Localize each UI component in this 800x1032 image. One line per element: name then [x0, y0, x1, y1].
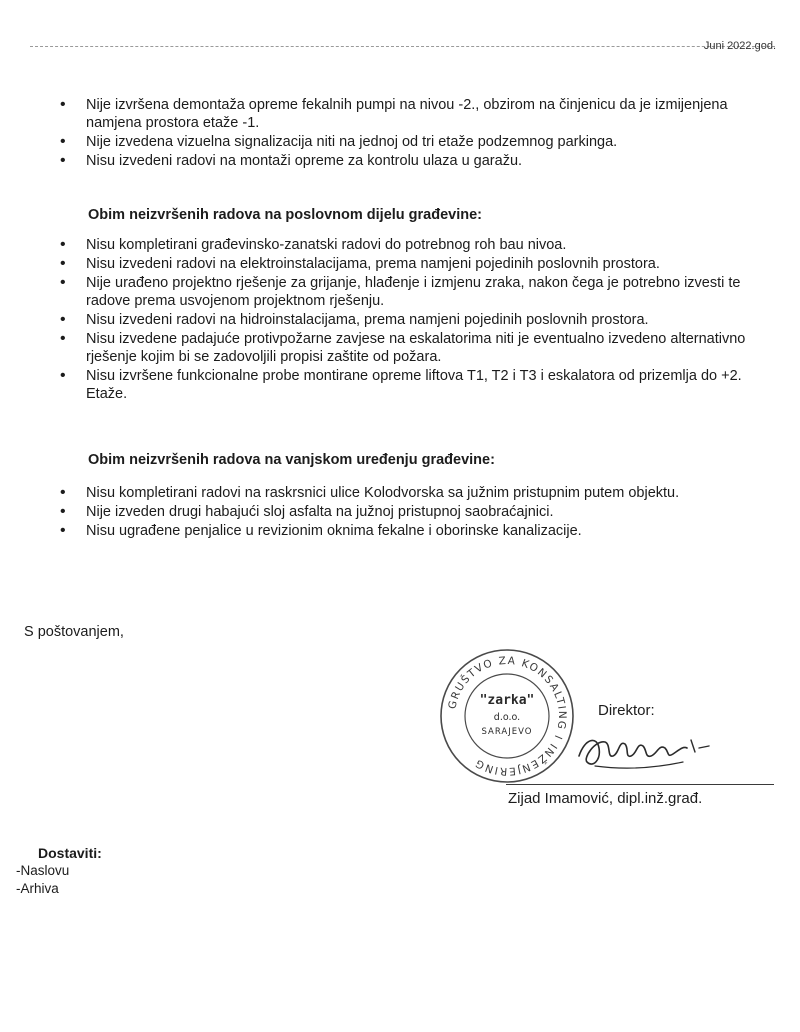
list-item: • Nisu izvedeni radovi na elektroinstalacijama, prema namjeni pojedinih poslovnih prostora. — [58, 255, 763, 273]
list-item: • Nisu izvedeni radovi na montaži opreme za kontrolu ulaza u garažu. — [58, 152, 763, 170]
stamp-ring-text: GRUŠTVO ZA KONSALTING I INŽENJERING — [446, 654, 569, 778]
exterior-section-heading: Obim neizvršenih radova na vanjskom uređenju građevine: — [88, 452, 495, 468]
exterior-section — [58, 484, 763, 541]
director-label: Direktor: — [598, 702, 655, 719]
distribution-list — [16, 862, 69, 898]
stamp-company-form: d.o.o. — [493, 712, 521, 723]
closing-regards: S poštovanjem, — [24, 624, 124, 640]
signature-line — [506, 784, 774, 785]
intro-list — [58, 96, 763, 170]
list-item: • Nije izveden drugi habajući sloj asfalta na južnoj pristupnoj saobraćajnici. — [58, 503, 763, 521]
stamp-city: SARAJEVO — [481, 727, 533, 737]
list-item: -Arhiva — [16, 881, 59, 896]
signer-name: Zijad Imamović, dipl.inž.građ. — [508, 790, 703, 807]
business-section-heading: Obim neizvršenih radova na poslovnom dijelu građevine: — [88, 207, 483, 223]
business-list — [58, 236, 763, 403]
distribution-label: Dostaviti: — [38, 845, 102, 861]
list-item: • Nisu izvršene funkcionalne probe montirane opreme liftova T1, T2 i T3 i eskalatora od prizemlja do +2. Etaže. — [58, 367, 763, 403]
intro-section — [58, 96, 763, 171]
list-item: • Nije izvedena vizuelna signalizacija niti na jednoj od tri etaže podzemnog parkinga. — [58, 133, 763, 151]
handwritten-signature — [575, 718, 715, 778]
header-rule — [30, 46, 775, 47]
list-item: • Nisu kompletirani građevinsko-zanatski radovi do potrebnog roh bau nivoa. — [58, 236, 763, 254]
business-section — [58, 236, 763, 404]
stamp-company-name: "zarka" — [479, 693, 535, 708]
list-item: • Nije izvršena demontaža opreme fekalnih pumpi na nivou -2., obzirom na činjenicu da je izmijenjena namjena prostora etaže -1. — [58, 96, 763, 132]
document-date: Juni 2022.god. — [703, 40, 776, 52]
list-item: -Naslovu — [16, 863, 70, 878]
list-item: • Nisu kompletirani radovi na raskrsnici ulice Kolodvorska sa južnim pristupnim putem objektu. — [58, 484, 763, 502]
exterior-list — [58, 484, 763, 540]
list-item: • Nisu izvedene padajuće protivpožarne zavjese na eskalatorima niti je eventualno izvedeno alternativno rješenje kojim bi se zadovoljili propisi zaštite od požara. — [58, 330, 763, 366]
list-item: • Nisu ugrađene penjalice u revizionim oknima fekalne i oborinske kanalizacije. — [58, 522, 763, 540]
list-item: • Nisu izvedeni radovi na hidroinstalacijama, prema namjeni pojedinih poslovnih prostora. — [58, 311, 763, 329]
company-stamp — [438, 647, 576, 785]
list-item: • Nije urađeno projektno rješenje za grijanje, hlađenje i izmjenu zraka, nakon čega je potrebno izvesti te radove prema usvojenom projektnom rješenju. — [58, 274, 763, 310]
